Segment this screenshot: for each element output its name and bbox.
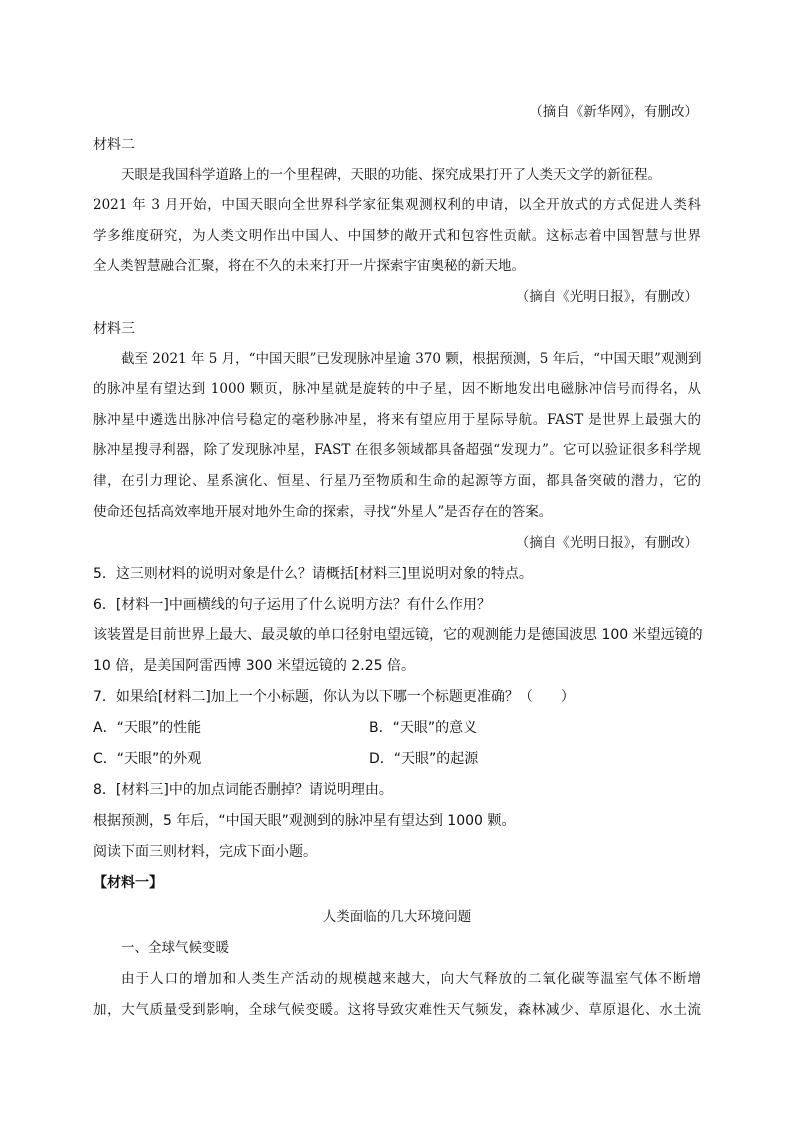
option-b[interactable]: B．“天眼”的意义 <box>369 720 478 736</box>
material-two-line: 学多维度研究，为人类文明作出中国人、中国梦的敞开式和包容性贡献。这标志着中国智慧与世界 <box>93 228 701 244</box>
source-citation-1: （摘自《新华网》，有删改） <box>529 104 698 120</box>
material-two-line: 全人类智慧融合汇聚，将在不久的未来打开一片探索宇宙奥秘的新天地。 <box>93 258 525 274</box>
material-three-line: 律，在引力理论、星系演化、恒星、行星乃至物质和生命的起源等方面，都具备突破的潜力，它的 <box>93 473 701 489</box>
question-6-sentence: 10 倍，是美国阿雷西博 300 米望远镜的 2.25 倍。 <box>93 658 415 674</box>
source-citation-2: （摘自《光明日报》，有删改） <box>515 289 698 305</box>
material-three-line: 截至 2021 年 5 月，“中国天眼”已发现脉冲星逾 370 颗，根据预测，5 年后，“中国天眼”观测到 <box>121 351 702 367</box>
material-three-line: 脉冲星搜寻利器，除了发现脉冲星，FAST 在很多领域都具备超强“发现力”。它可以验证很多科学规 <box>93 442 701 458</box>
option-d[interactable]: D．“天眼”的起源 <box>369 751 479 767</box>
question-6-sentence: 该装置是目前世界上最大、最灵敏的单口径射电望远镜，它的观测能力是德国波思 100 米望远镜的 <box>93 627 703 643</box>
question-7: 7．如果给[材料二]加上一个小标题，你认为以下哪一个标题更准确？（ ） <box>93 689 575 705</box>
material-three-line: 脉冲星中遴选出脉冲信号稳定的毫秒脉冲星，将来有望应用于星际导航。FAST 是世界上最强大的 <box>93 412 701 428</box>
section-heading: 一、全球气候变暖 <box>121 940 229 956</box>
material-two-title: 材料二 <box>93 137 135 153</box>
material-two-line: 天眼是我国科学道路上的一个里程碑，天眼的功能、探究成果打开了人类天文学的新征程。 <box>121 167 661 183</box>
question-6: 6．[材料一]中画横线的句子运用了什么说明方法？有什么作用？ <box>93 597 491 613</box>
option-a[interactable]: A．“天眼”的性能 <box>93 720 202 736</box>
material-three-line: 使命还包括高效率地开展对地外生命的探索，寻找“外星人”是否存在的答案。 <box>93 504 553 520</box>
source-citation-3: （摘自《光明日报》，有删改） <box>515 535 698 551</box>
question-5: 5．这三则材料的说明对象是什么？请概括[材料三]里说明对象的特点。 <box>93 566 533 582</box>
article-title: 人类面临的几大环境问题 <box>322 909 472 925</box>
material-three-line: 的脉冲星有望达到 1000 颗页，脉冲星就是旋转的中子星，因不断地发出电磁脉冲信号而得名，从 <box>93 381 701 397</box>
article-line: 加，大气质量受到影响，全球气候变暖。这将导致灾难性天气频发，森林减少、草原退化、水土流 <box>93 1002 701 1018</box>
material-one-title: 【材料一】 <box>93 875 163 891</box>
material-two-line: 2021 年 3 月开始，中国天眼向全世界科学家征集观测权利的申请，以全开放式的方式促进人类科 <box>93 197 701 213</box>
article-line: 由于人口的增加和人类生产活动的规模越来越大，向大气释放的二氧化碳等温室气体不断增 <box>121 971 701 987</box>
material-three-title: 材料三 <box>93 321 135 337</box>
reading-instruction: 阅读下面三则材料，完成下面小题。 <box>93 844 317 860</box>
question-8-sentence: 根据预测，5 年后，“中国天眼”观测到的脉冲星有望达到 1000 颗。 <box>93 813 516 829</box>
option-c[interactable]: C．“天眼”的外观 <box>93 751 202 767</box>
question-8: 8．[材料三]中的加点词能否删掉？请说明理由。 <box>93 782 393 798</box>
